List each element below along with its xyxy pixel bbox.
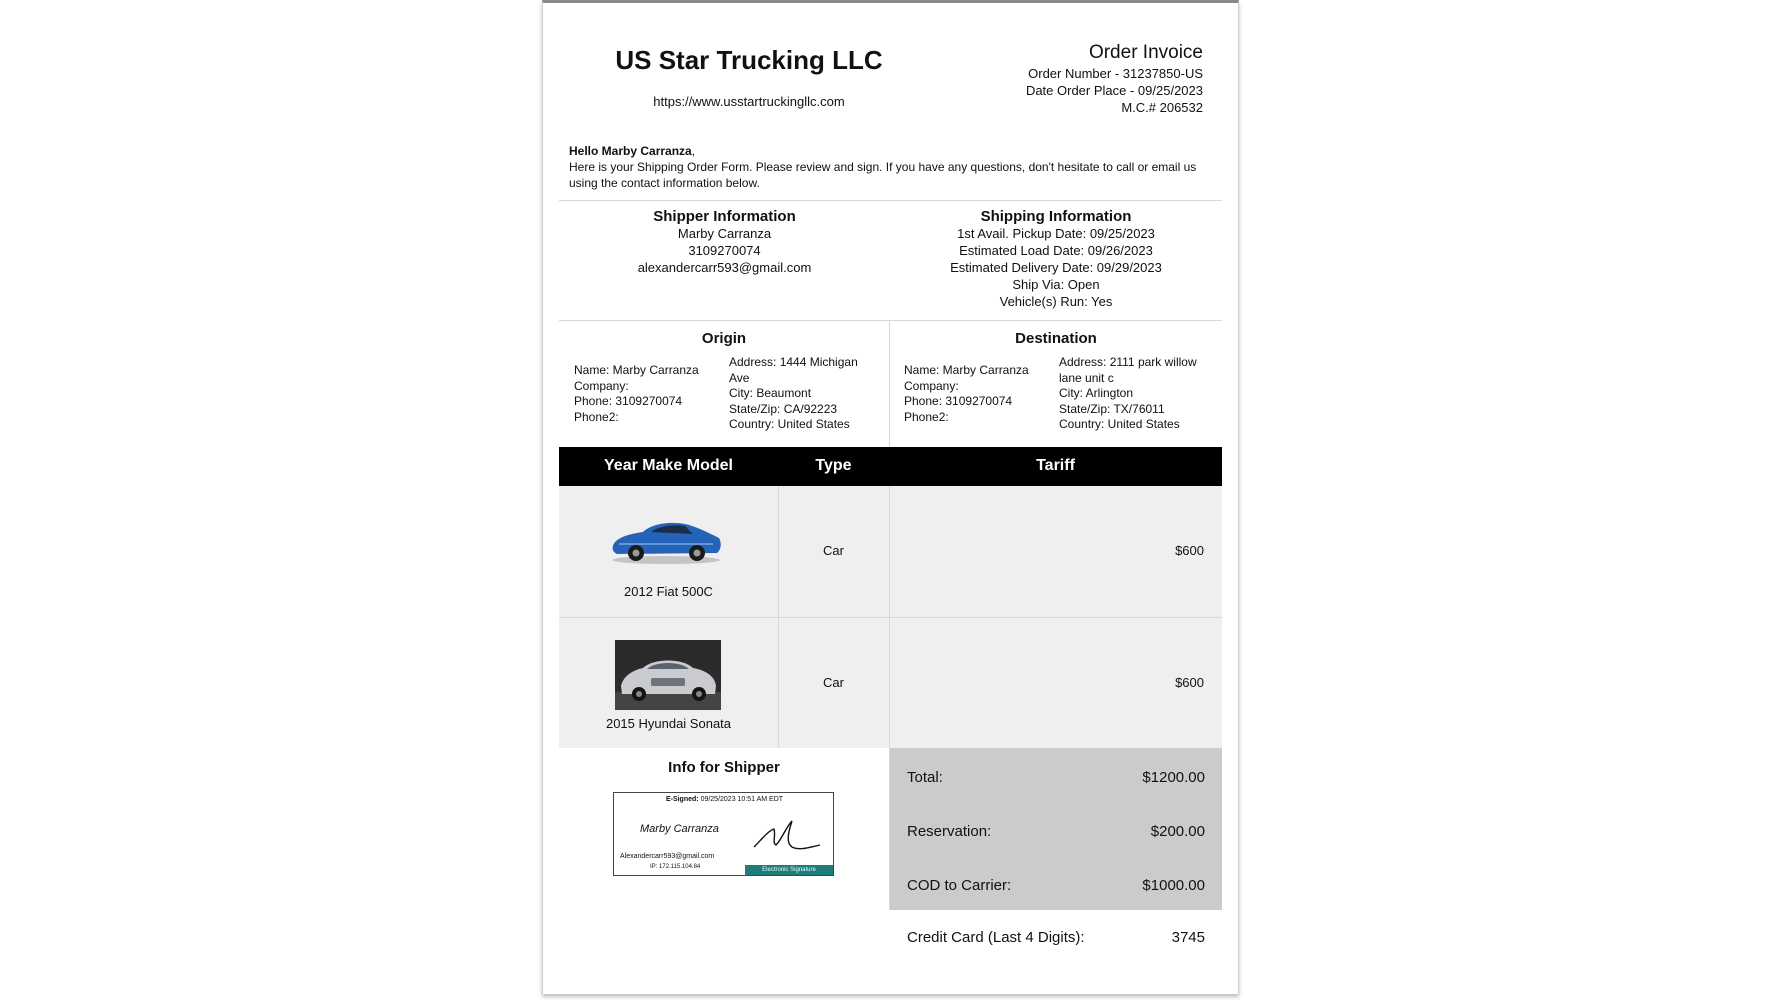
invoice-page (542, 0, 1239, 994)
column-header-vehicle: Year Make Model (604, 457, 733, 474)
load-date: Estimated Load Date: 09/26/2023 (959, 243, 1153, 258)
column-header-type: Type (815, 457, 852, 474)
destination-phone2: Phone2: (904, 409, 949, 424)
shipper-phone: 3109270074 (688, 243, 761, 258)
greeting: Hello Marby Carranza, Here is your Shipping Order Form. Please review and sign. If you have any questions, don't hesitate to call or email us using the contact information below. (569, 144, 1197, 190)
reservation-row (907, 823, 1205, 840)
shipper-name: Marby Carranza (677, 226, 772, 241)
esign-label: E-Signed: (665, 796, 699, 803)
destination-address (1059, 355, 1199, 433)
origin-street: Address: 1444 Michigan Ave (729, 355, 858, 385)
credit-card-value: 3745 (1171, 929, 1205, 946)
origin-phone2: Phone2: (574, 409, 619, 424)
invoice-meta (1026, 41, 1203, 116)
blue-car-image (609, 516, 724, 566)
signer-email: Alexandercarr593@gmail.com (620, 853, 715, 860)
vehicle-cell (559, 486, 778, 617)
destination-phone: Phone: 3109270074 (904, 394, 1013, 408)
info-for-shipper (559, 759, 889, 776)
cod-row (907, 877, 1205, 894)
table-row (559, 486, 1222, 617)
reservation-value: $200.00 (1150, 823, 1205, 840)
origin-city: City: Beaumont (729, 386, 812, 400)
shipper-email[interactable]: alexandercarr593@gmail.com (637, 260, 812, 275)
signer-name: Marby Carranza (640, 823, 719, 835)
origin-state-zip: State/Zip: CA/92223 (729, 401, 838, 416)
delivery-date: Estimated Delivery Date: 09/29/2023 (950, 260, 1162, 275)
origin-section (559, 330, 889, 347)
signer-ip: IP: 172.115.104.84 (650, 864, 701, 870)
destination-title: Destination (1015, 330, 1097, 347)
date-placed: Date Order Place - 09/25/2023 (1025, 83, 1203, 98)
table-row (559, 618, 1222, 748)
vehicle-table-header (559, 447, 1222, 486)
destination-company: Company: (904, 378, 959, 393)
total-label: Total: (907, 769, 943, 786)
vehicle-tariff: $600 (1175, 543, 1204, 558)
invoice-title: Order Invoice (1088, 42, 1203, 63)
order-number: Order Number - 31237850-US (1028, 66, 1203, 81)
reservation-label: Reservation: (907, 823, 992, 840)
destination-city: City: Arlington (1059, 386, 1134, 400)
vehicle-type: Car (823, 543, 844, 558)
shipping-title: Shipping Information (980, 208, 1132, 225)
total-row (907, 769, 1205, 786)
divider (559, 200, 1222, 201)
handwritten-signature-icon (752, 817, 822, 853)
shipper-info (559, 208, 890, 276)
vehicle-tariff: $600 (1175, 675, 1204, 690)
destination-name: Name: Marby Carranza (904, 363, 1029, 377)
origin-contact (574, 363, 714, 425)
destination-contact (904, 363, 1044, 425)
ship-via: Ship Via: Open (1012, 277, 1100, 292)
vehicle-name: 2012 Fiat 500C (624, 584, 713, 599)
origin-name: Name: Marby Carranza (574, 363, 699, 377)
divider (889, 618, 890, 748)
shipper-title: Shipper Information (653, 208, 796, 225)
total-value: $1200.00 (1142, 769, 1205, 786)
destination-section (890, 330, 1222, 347)
column-header-tariff: Tariff (1036, 457, 1075, 474)
company-website[interactable]: https://www.usstartruckingllc.com (653, 94, 845, 109)
credit-card-row (907, 929, 1205, 946)
origin-country: Country: United States (729, 417, 850, 431)
destination-street: Address: 2111 park willow lane unit c (1059, 355, 1197, 385)
destination-state-zip: State/Zip: TX/76011 (1059, 401, 1165, 416)
destination-country: Country: United States (1059, 417, 1180, 431)
e-signature-badge: Electronic Signature (745, 865, 833, 875)
divider (559, 320, 1222, 321)
company-name: US Star Trucking LLC (615, 45, 883, 75)
esign-line (614, 796, 835, 803)
vehicle-name: 2015 Hyundai Sonata (605, 716, 732, 731)
divider (889, 486, 890, 617)
credit-card-label: Credit Card (Last 4 Digits): (907, 929, 1085, 946)
cod-label: COD to Carrier: (907, 877, 1012, 894)
greeting-hello: Hello Marby Carranza (569, 144, 692, 158)
greeting-message: Here is your Shipping Order Form. Please review and sign. If you have any questions, don't hesitate to call or email us using the contact information below. (569, 160, 1197, 190)
shipping-info (890, 208, 1222, 310)
origin-address (729, 355, 879, 433)
esign-date: 09/25/2023 10:51 AM EDT (700, 796, 784, 803)
origin-title: Origin (701, 330, 747, 347)
cod-value: $1000.00 (1142, 877, 1205, 894)
grey-sedan-image (615, 640, 721, 710)
vehicle-type: Car (823, 675, 844, 690)
pickup-date: 1st Avail. Pickup Date: 09/25/2023 (957, 226, 1155, 241)
vehicle-runs: Vehicle(s) Run: Yes (999, 294, 1113, 309)
origin-phone: Phone: 3109270074 (574, 394, 683, 408)
mc-number: M.C.# 206532 (1121, 100, 1203, 115)
info-shipper-title: Info for Shipper (668, 759, 780, 776)
totals-box (890, 748, 1222, 910)
vehicle-cell (559, 618, 778, 748)
origin-company: Company: (574, 378, 629, 393)
signature-box (613, 792, 834, 876)
